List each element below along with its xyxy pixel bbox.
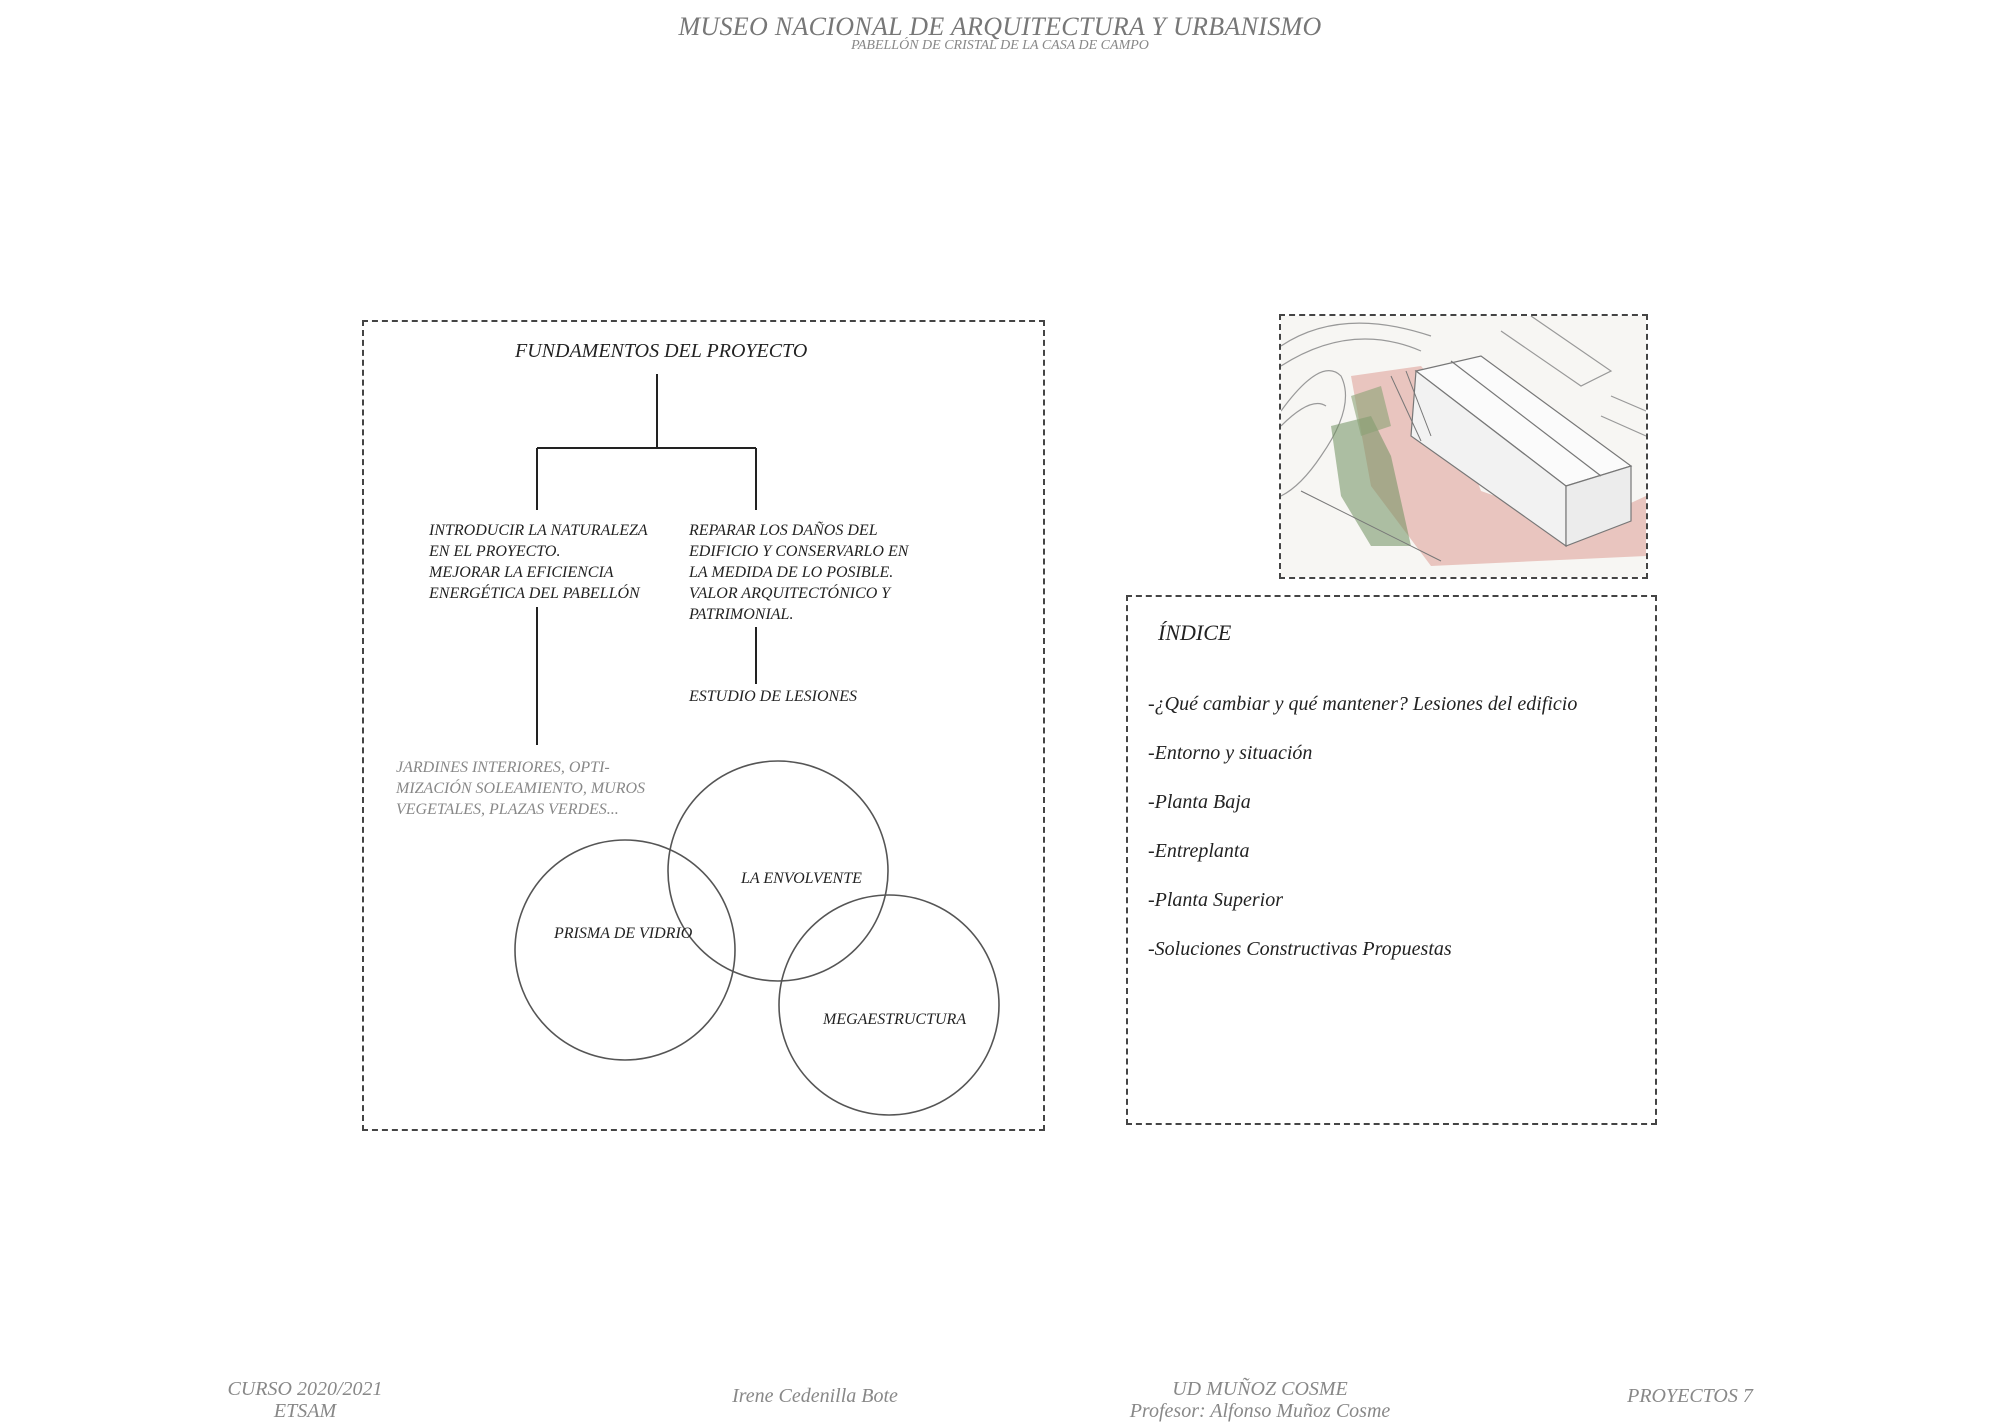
circle-label-megastructure: MEGAESTRUCTURA bbox=[823, 1011, 967, 1028]
index-item[interactable]: -¿Qué cambiar y qué mantener? Lesiones del edificio bbox=[1148, 693, 1578, 715]
right-leaf-text: ESTUDIO DE LESIONES bbox=[689, 688, 857, 705]
circle-megastructure bbox=[779, 895, 999, 1115]
left-branch-text: INTRODUCIR LA NATURALEZA EN EL PROYECTO. MEJORAR LA EFICIENCIA ENERGÉTICA DEL PABELLÓN bbox=[429, 522, 648, 602]
fundamentals-title: FUNDAMENTOS DEL PROYECTO bbox=[515, 340, 808, 362]
footer-author: Irene Cedenilla Bote bbox=[732, 1385, 898, 1407]
circle-label-envelope: LA ENVOLVENTE bbox=[741, 870, 862, 887]
footer-unit: UD MUÑOZ COSME Profesor: Alfonso Muñoz Cosme bbox=[1129, 1378, 1391, 1422]
axonometric-sketch-frame bbox=[1279, 314, 1648, 579]
page-title: MUSEO NACIONAL DE ARQUITECTURA Y URBANISMO bbox=[678, 12, 1322, 41]
circle-label-glass: PRISMA DE VIDRIO bbox=[554, 925, 693, 942]
index-item[interactable]: -Planta Superior bbox=[1148, 889, 1283, 911]
index-item[interactable]: -Entorno y situación bbox=[1148, 742, 1313, 764]
footer-course: CURSO 2020/2021 ETSAM bbox=[227, 1378, 383, 1422]
index-item[interactable]: -Soluciones Constructivas Propuestas bbox=[1148, 938, 1452, 960]
index-item[interactable]: -Entreplanta bbox=[1148, 840, 1250, 862]
footer-subject: PROYECTOS 7 bbox=[1627, 1385, 1753, 1407]
index-title: ÍNDICE bbox=[1158, 620, 1232, 645]
right-branch-text: REPARAR LOS DAÑOS DEL EDIFICIO Y CONSERVARLO EN LA MEDIDA DE LO POSIBLE. VALOR ARQUITECTÓNICO Y PATRIMONIAL. bbox=[689, 522, 909, 623]
page-subtitle: PABELLÓN DE CRISTAL DE LA CASA DE CAMPO bbox=[851, 38, 1149, 53]
index-item[interactable]: -Planta Baja bbox=[1148, 791, 1251, 813]
left-leaf-text: JARDINES INTERIORES, OPTI- MIZACIÓN SOLEAMIENTO, MUROS VEGETALES, PLAZAS VERDES... bbox=[396, 759, 646, 818]
axonometric-sketch bbox=[1281, 316, 1646, 577]
